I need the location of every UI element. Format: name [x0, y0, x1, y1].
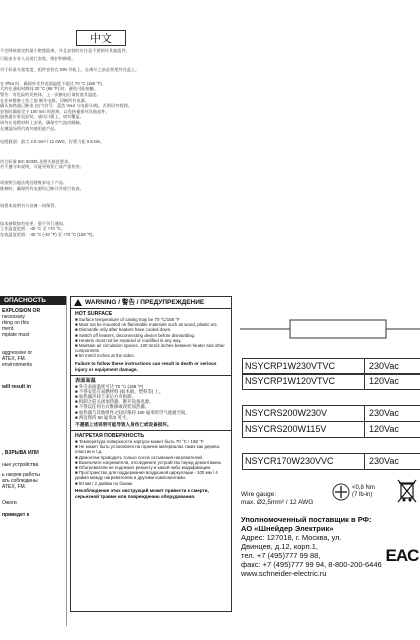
- list-item: ■ Демонтаж проводить только после остывания нагревателей.: [75, 454, 204, 460]
- strip-line: aggressive or: [2, 350, 33, 356]
- strip-line: necessary.: [2, 314, 26, 320]
- supplier-name: АО «Шнейдер Электрик»: [241, 524, 334, 533]
- torque-label: [352, 485, 392, 499]
- model-voltage: 230Vac: [364, 454, 420, 469]
- model-voltage: 230Vac: [364, 359, 420, 374]
- cn-line: 存放温度范围：-40 °C (-40 °F) 至 +70 °C (158 °F)。: [0, 231, 97, 237]
- model-row: [242, 453, 420, 470]
- strip-line: Ожоги: [2, 500, 17, 506]
- model-voltage: 230Vac: [364, 406, 420, 421]
- model-row: [242, 421, 420, 438]
- list-item: ■ Обогреватели не подлежат ремонту и какой-либо модификации.: [75, 465, 212, 471]
- wire-gauge-title: Wire gauge:: [241, 491, 277, 498]
- en-warning-list: [75, 317, 227, 359]
- strip-line: ные устройства: [2, 462, 39, 468]
- list-item: ■ Maintain air circulation spaces, 100 mm/4 inches between heater and other components: [75, 343, 225, 354]
- cn-line: 若不遵守本说明，可能导致死亡或严重伤害。: [0, 164, 84, 170]
- model-row: [242, 405, 420, 422]
- en-warning-footer: Failure to follow these instructions can result in death or serious injury or equipment damage.: [75, 360, 217, 372]
- cn-line: 在任何维修工作之前 断开电源，切断所有电源。: [0, 97, 90, 103]
- wire-gauge-value: max. Ø2,5mm² / 12 AWG: [241, 499, 314, 506]
- model-voltage: 120Vac: [364, 422, 420, 437]
- cn-line: 请按照当地法规处理废弃电子产品。: [0, 179, 68, 185]
- cn-warning-footer: 不遵循上述说明可能导致人身伤亡或设备损坏。: [75, 422, 172, 428]
- model-row: [242, 373, 420, 390]
- list-item: ■ Surface temperature of casing may be 70 °C/158 °F: [75, 317, 180, 322]
- model-code: NSYCRS200W115V: [242, 422, 365, 437]
- cn-line: 请勿在易燃材料上安装，确保空气流动顺畅。: [0, 119, 84, 125]
- cn-line: 对于标准支架宽度，组件安装在 DIN 导轨上。在离开之前必须把外壳盖上。: [0, 67, 140, 73]
- heater-resistor-symbol: [290, 320, 386, 338]
- model-code: NSYCRP1W120VTVC: [242, 374, 365, 389]
- strip-line: ATEX, FM.: [2, 484, 27, 490]
- address-line: Двинцев, д.12, корп.1,: [241, 542, 319, 551]
- chinese-section-header: 中文: [76, 30, 126, 46]
- cn-line: 电缆截面：最大 2.5 mm² / 12 AWG，拧紧力矩 0.8 Nm。: [0, 139, 105, 145]
- weee-bin-icon: [396, 478, 418, 504]
- cn-line: 在 IP54 时，确保外壳外表面温度不超过 70 °C (158 °F)。: [0, 80, 106, 86]
- list-item: ■ Dismantle only after heaters have cooled down.: [75, 327, 172, 333]
- list-item: ■ 不得以任何方式维修或改装加热器。: [75, 404, 150, 410]
- cn-line: 只能由专业人员进行安装、维护和修理。: [0, 55, 76, 61]
- cn-line: 确认加热器已断电 (电气符号：蓝色 Vout 与电源分离)，否则切勿拆卸。: [0, 103, 132, 109]
- torque-value: <0,8 Nm: [352, 485, 375, 491]
- strip-line: ь нагрев работы: [2, 472, 40, 478]
- cn-line: 警告：有危险的发热体，上一次断电后请检查其温度。: [0, 91, 101, 97]
- chinese-text-block: [0, 48, 185, 237]
- list-item: ■ Switch off heaters, disconnecting device before dismantling.: [75, 332, 196, 338]
- list-item: ■ 不得安装在易燃材料 (如木板、塑料等) 上。: [75, 388, 164, 394]
- warning-box: [70, 296, 232, 612]
- eac-mark: [387, 545, 417, 567]
- eac-mark-text: EAC: [385, 546, 419, 565]
- address-line: Адрес: 127018, г. Москва, ул.: [241, 533, 342, 542]
- cn-line: 在潮湿场所内请勿使用此产品。: [0, 125, 59, 131]
- strip-line: environments: [2, 362, 33, 368]
- heater-diagram: [240, 300, 420, 358]
- model-code: NSYCR170W230VVC: [242, 454, 365, 469]
- warning-title: WARNING / 警告 / ПРЕДУПРЕЖДЕНИЕ: [85, 299, 205, 306]
- model-voltage: 120Vac: [364, 374, 420, 389]
- cn-line: 大约在通电时期间 20 °C (68 °F) 时，避免可能接触。: [0, 86, 99, 92]
- list-item: ■ Heaters must not be repaired or modified in any way.: [75, 337, 182, 343]
- list-item: ■ 加热器冷却下来后方可拆卸。: [75, 394, 136, 400]
- danger-strip: [0, 296, 67, 626]
- phone-line: тел. +7 (495)777 99 88,: [241, 551, 321, 560]
- list-item: ■ Температура поверхности корпуса может быть 70 °C / 158 °F.: [75, 439, 205, 445]
- cn-line: 加热器应垂直安装，通风口朝上，请勿覆盖。: [0, 114, 84, 120]
- cn-line: 安装时确保至少 100 mm 的距离，以免热量损坏其他部件。: [0, 108, 110, 114]
- model-code: NSYCRP1W230VTVC: [242, 359, 365, 374]
- cn-line: 不会降低规定的最小绝缘距离，并且安装时应注意不要损坏其他组件。: [0, 48, 130, 53]
- cn-line: 工作温度范围：-40 °C 至 +70 °C。: [0, 226, 65, 232]
- ru-hot-surface-title: НАГРЕТАЯ ПОВЕРХНОСТЬ: [75, 433, 145, 440]
- cn-line: 请将本说明书与设备一同保管。: [0, 203, 59, 209]
- list-item: ■ 外壳表面温度可达 70 °C (158 °F): [75, 383, 144, 389]
- danger-banner: ОПАСНОСТЬ: [0, 296, 66, 305]
- list-item: ■ Must not be mounted on flammable materials such as wood, plastic etc.: [75, 322, 218, 328]
- strip-line: EXPLOSION OR: [2, 308, 41, 314]
- list-item: ■ Не может быть установлен на горючих материалах таких как дерево, пластик и т.д.: [75, 444, 221, 455]
- list-item: ■ Выключите нагреватели, отсоедините устройство перед демонтажем.: [75, 459, 222, 465]
- screwdriver-icon: [330, 482, 352, 502]
- list-item: ■ 50 мм / 2 дюйма по бокам.: [75, 480, 134, 486]
- list-item: ■ 两边保持 50 毫米/2 英寸。: [75, 414, 131, 420]
- website-line: www.schneider-electric.ru: [241, 569, 327, 578]
- strip-line: ать соблюдены: [2, 478, 38, 484]
- warning-triangle-icon: [74, 299, 82, 306]
- fax-line: факс: +7 (495)777 99 94, 8-800-200-6446: [241, 560, 382, 569]
- strip-line: приведет к: [2, 512, 30, 518]
- cn-line: 符合标准 IEC 60335 及相关规范要求。: [0, 158, 73, 164]
- cn-line: 技术参数如有变更，恕不另行通知。: [0, 220, 68, 226]
- strip-line: will result in: [2, 384, 31, 390]
- list-item: ■ 加热器与其他组件之间应保持 100 毫米的空气流通空间。: [75, 409, 190, 415]
- ru-warning-footer: Несоблюдение этих инструкций может привести к смерти, серьезной травме или повреждению оборудования.: [75, 487, 209, 499]
- model-code: NSYCRS200W230V: [242, 406, 365, 421]
- cn-hot-surface-title: 表面高温: [75, 377, 96, 384]
- list-item: ■ 拆卸之前关闭加热器，断开设备电源。: [75, 399, 154, 405]
- list-item: ■ Пространство для поддержания воздушной циркуляции - 100 мм / 4 дюйма между нагревателем и другими компонентами.: [75, 470, 218, 481]
- cn-line: 维修时，确保所有电源均已断开并进行检查。: [0, 185, 84, 191]
- strip-line: , ВЗРЫВА ИЛИ: [2, 450, 39, 456]
- supplier-title: Уполномоченный поставщик в РФ:: [241, 515, 372, 524]
- list-item: ■ 50 mm/2 inches at the sides.: [75, 353, 135, 359]
- strip-line: ATEX, FM.: [2, 356, 27, 362]
- hot-surface-title: HOT SURFACE: [75, 311, 113, 317]
- torque-imperial: (7 lb-in): [352, 492, 373, 498]
- strip-line: mplate must: [2, 332, 30, 338]
- strip-line: ment.: [2, 326, 15, 332]
- strip-line: rking on this: [2, 320, 29, 326]
